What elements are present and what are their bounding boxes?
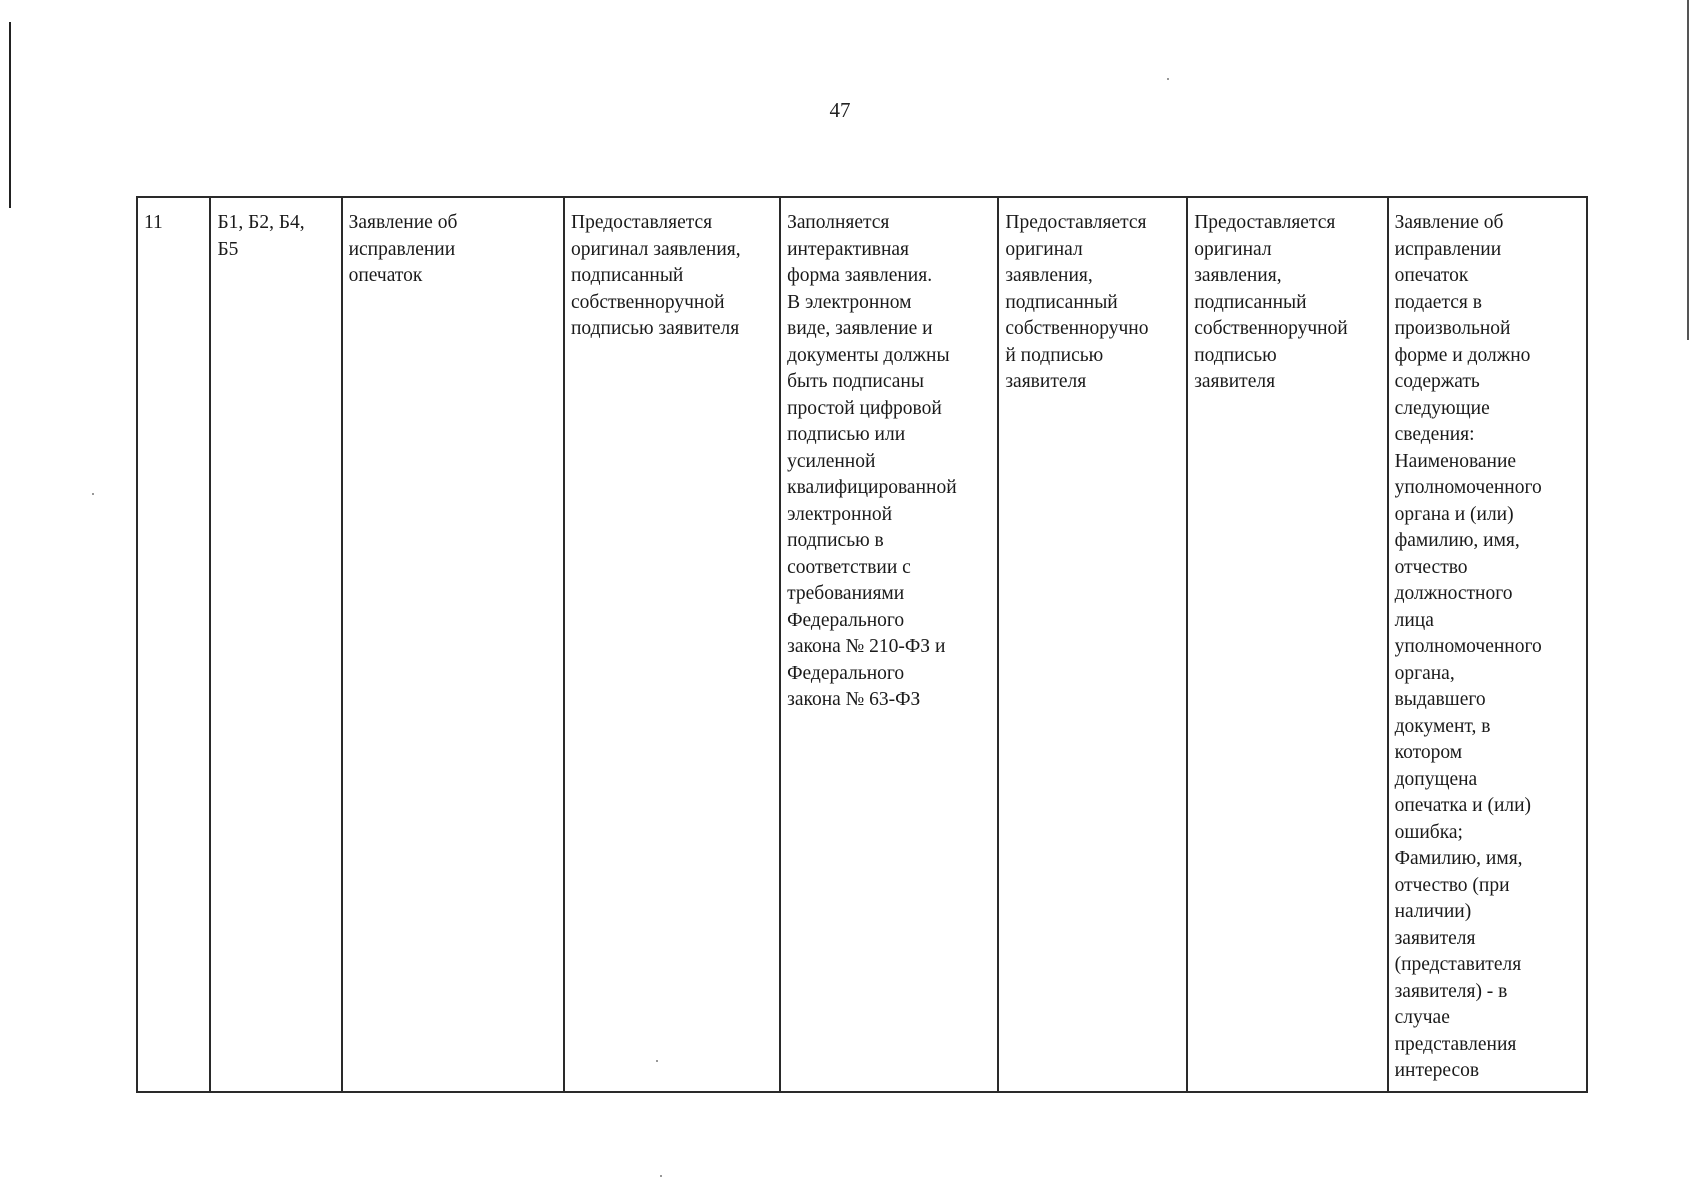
requirements-cell: Заявление об исправлении опечаток подается в произвольной форме и должно содержать следующие сведения: Наименование уполномоченного органа и (или) фамилию, имя, отчество должностного лица уполномоченного органа, выдавшего документ, в котором допущена опечатка и (или) ошибка; Фамилию, имя, отчество (при наличии) заявителя (представителя заявителя) - в случае представления интересов: [1388, 197, 1587, 1092]
submission-cell-6: Предоставляется оригинал заявления, подписанный собственноручно й подписью заявителя: [998, 197, 1187, 1092]
codes-cell: Б1, Б2, Б4, Б5: [210, 197, 341, 1092]
submission-original-cell: Предоставляется оригинал заявления, подписанный собственноручной подписью заявителя: [564, 197, 780, 1092]
scan-border-left: [9, 22, 11, 208]
table-row: [137, 197, 1587, 1092]
scan-speck: [92, 493, 94, 495]
document-name-cell: Заявление об исправлении опечаток: [342, 197, 564, 1092]
submission-cell-7: Предоставляется оригинал заявления, подписанный собственноручной подписью заявителя: [1187, 197, 1387, 1092]
document-table: [136, 196, 1588, 1093]
scan-speck: [660, 1175, 662, 1177]
row-number-cell: 11: [137, 197, 210, 1092]
scan-speck: [1167, 78, 1169, 80]
scan-border-right: [1687, 0, 1689, 340]
page-number: 47: [829, 98, 851, 122]
electronic-form-cell: Заполняется интерактивная форма заявления. В электронном виде, заявление и документы должны быть подписаны простой цифровой подписью или усиленной квалифицированной электронной подписью в соответствии с требованиями Федерального закона № 210-ФЗ и Федерального закона № 63-ФЗ: [780, 197, 998, 1092]
